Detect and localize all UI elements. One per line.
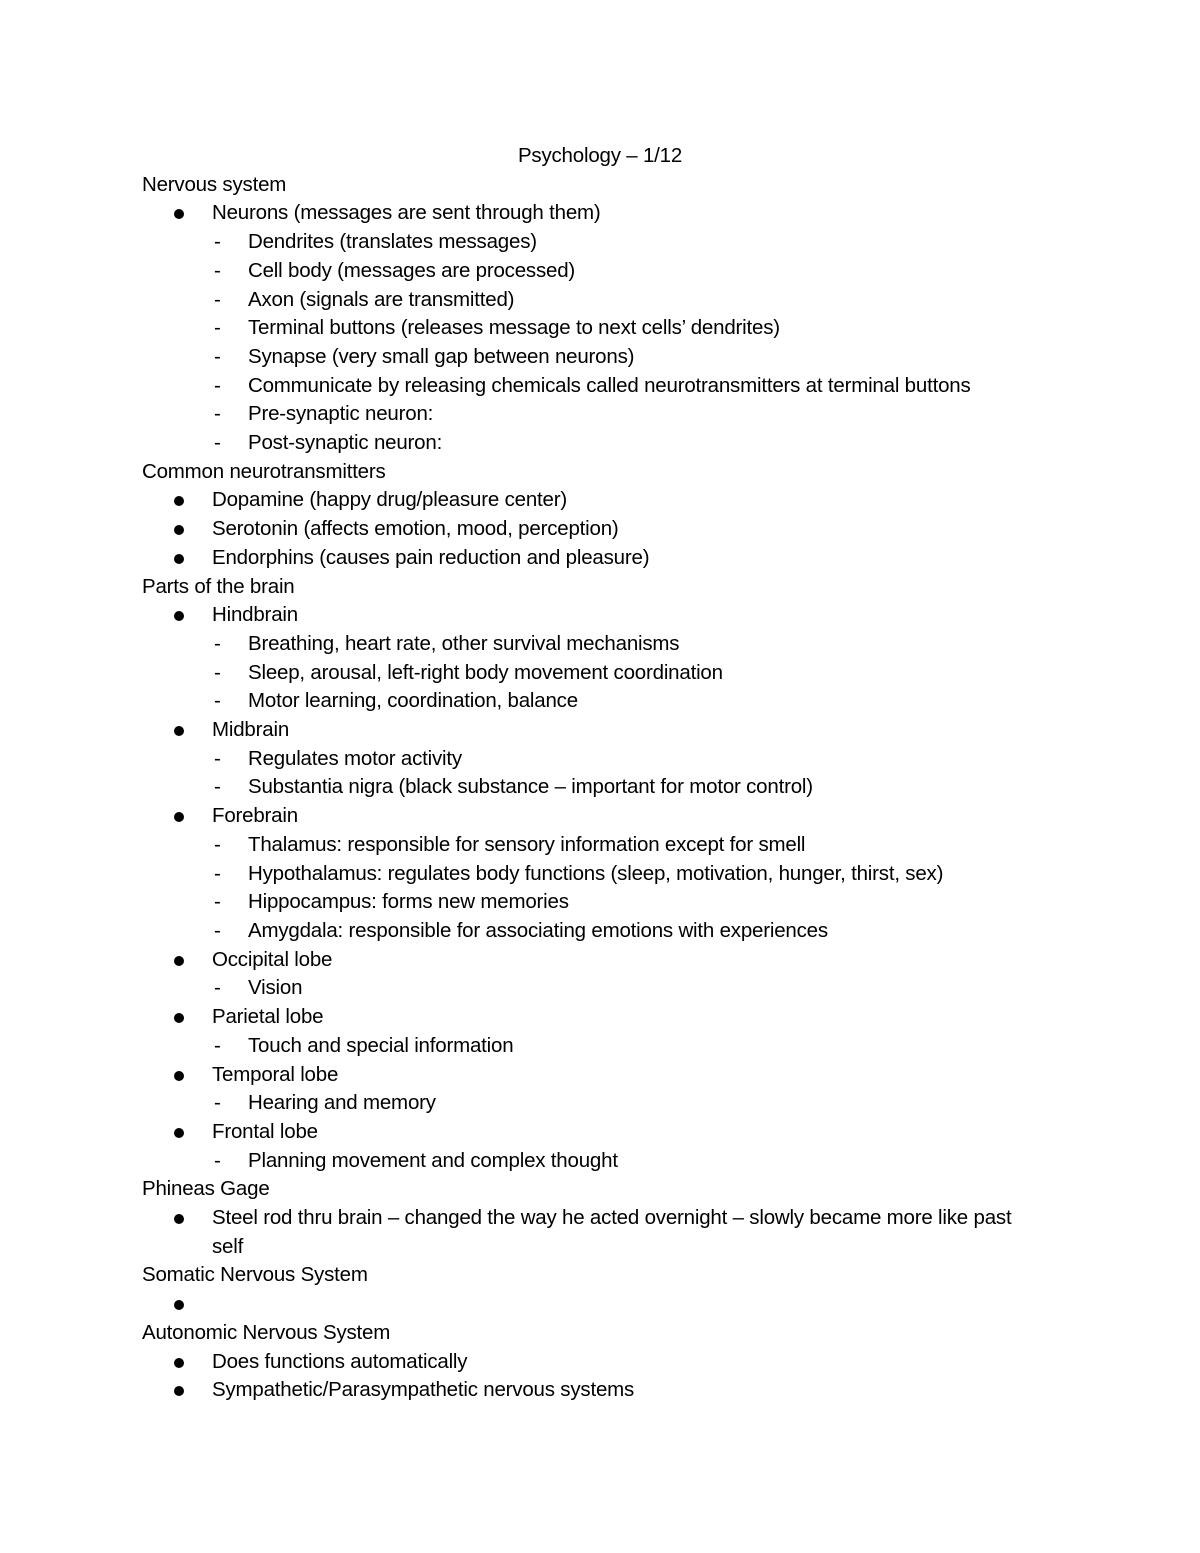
bullet-text: Parietal lobe (212, 1005, 324, 1029)
sub-item-text: Pre-synaptic neuron: (248, 402, 434, 426)
bullet-text: Endorphins (causes pain reduction and pleasure) (212, 545, 650, 569)
bullet-text: Occipital lobe (212, 947, 333, 971)
bullet-item (142, 1061, 1042, 1118)
sub-item-text: Substantia nigra (black substance – important for motor control) (248, 775, 813, 799)
sub-item-text: Breathing, heart rate, other survival mechanisms (248, 631, 680, 655)
dash-marker: - (214, 918, 221, 942)
sub-item (142, 286, 1042, 315)
sub-list (142, 630, 1042, 716)
bullet-list (142, 1348, 1042, 1405)
sub-list (142, 745, 1042, 802)
dash-marker: - (214, 832, 221, 856)
dash-marker: - (214, 775, 221, 799)
document-content (142, 142, 1042, 1405)
bullet-dot-icon (174, 1128, 184, 1138)
bullet-item (142, 1348, 1042, 1377)
sub-item (142, 1089, 1042, 1118)
bullet-dot-icon (174, 611, 184, 621)
bullet-dot-icon (174, 1071, 184, 1081)
section-heading: Phineas Gage (142, 1177, 270, 1201)
bullet-item (142, 946, 1042, 1003)
sub-item-text: Thalamus: responsible for sensory information except for smell (248, 832, 806, 856)
sub-item (142, 630, 1042, 659)
bullet-item (142, 515, 1042, 544)
bullet-dot-icon (174, 726, 184, 736)
sub-item-text: Sleep, arousal, left-right body movement coordination (248, 660, 723, 684)
bullet-dot-icon (174, 554, 184, 564)
sub-list (142, 1089, 1042, 1118)
bullet-dot-icon (174, 956, 184, 966)
bullet-item (142, 486, 1042, 515)
sub-item (142, 429, 1042, 458)
dash-marker: - (214, 689, 221, 713)
dash-marker: - (214, 976, 221, 1000)
sub-item (142, 343, 1042, 372)
bullet-item (142, 1003, 1042, 1060)
sub-item (142, 888, 1042, 917)
section-heading: Somatic Nervous System (142, 1263, 368, 1287)
sub-item (142, 1147, 1042, 1176)
dash-marker: - (214, 258, 221, 282)
dash-marker: - (214, 344, 221, 368)
sub-item (142, 314, 1042, 343)
dash-marker: - (214, 890, 221, 914)
bullet-dot-icon (174, 209, 184, 219)
sub-item (142, 400, 1042, 429)
bullet-text: Hindbrain (212, 603, 298, 627)
bullet-list (142, 1204, 1042, 1261)
sub-item-text: Planning movement and complex thought (248, 1148, 618, 1172)
sections-container (142, 171, 1042, 1405)
bullet-dot-icon (174, 812, 184, 822)
sub-item (142, 745, 1042, 774)
sub-item-text: Dendrites (translates messages) (248, 230, 537, 254)
bullet-text: Neurons (messages are sent through them) (212, 201, 601, 225)
sub-item (142, 974, 1042, 1003)
bullet-item (142, 199, 1042, 457)
dash-marker: - (214, 1091, 221, 1115)
sub-item (142, 773, 1042, 802)
sub-item-text: Regulates motor activity (248, 746, 462, 770)
bullet-item (142, 544, 1042, 573)
sub-list (142, 1147, 1042, 1176)
sub-item (142, 917, 1042, 946)
sub-item-text: Vision (248, 976, 303, 1000)
sub-list (142, 831, 1042, 946)
sub-item-text: Synapse (very small gap between neurons) (248, 344, 635, 368)
sub-item-text: Touch and special information (248, 1033, 514, 1057)
bullet-dot-icon (174, 1386, 184, 1396)
dash-marker: - (214, 230, 221, 254)
section-heading: Autonomic Nervous System (142, 1320, 391, 1344)
sub-item-text: Axon (signals are transmitted) (248, 287, 515, 311)
sub-item-text: Amygdala: responsible for associating emotions with experiences (248, 918, 828, 942)
sub-item (142, 831, 1042, 860)
dash-marker: - (214, 746, 221, 770)
bullet-text: Sympathetic/Parasympathetic nervous systems (212, 1378, 635, 1402)
sub-item-text: Hippocampus: forms new memories (248, 890, 569, 914)
bullet-text: Steel rod thru brain – changed the way he acted overnight – slowly became more like past self (212, 1206, 1012, 1258)
dash-marker: - (214, 316, 221, 340)
bullet-text: Forebrain (212, 804, 298, 828)
bullet-text: Midbrain (212, 718, 290, 742)
bullet-text (212, 1290, 1042, 1319)
bullet-item (142, 716, 1042, 802)
bullet-dot-icon (174, 1300, 184, 1310)
dash-marker: - (214, 1033, 221, 1057)
bullet-dot-icon (174, 1013, 184, 1023)
bullet-list (142, 199, 1042, 457)
section-heading: Parts of the brain (142, 574, 295, 598)
sub-list (142, 974, 1042, 1003)
bullet-text: Temporal lobe (212, 1062, 339, 1086)
dash-marker: - (214, 402, 221, 426)
bullet-item (142, 1118, 1042, 1175)
dash-marker: - (214, 431, 221, 455)
dash-marker: - (214, 660, 221, 684)
sub-item-text: Motor learning, coordination, balance (248, 689, 578, 713)
bullet-dot-icon (174, 1214, 184, 1224)
sub-list (142, 1032, 1042, 1061)
dash-marker: - (214, 631, 221, 655)
bullet-list (142, 1290, 1042, 1319)
sub-item-text: Post-synaptic neuron: (248, 431, 443, 455)
dash-marker: - (214, 287, 221, 311)
sub-item-text: Terminal buttons (releases message to next cells’ dendrites) (248, 316, 780, 340)
bullet-item (142, 1290, 1042, 1319)
bullet-list (142, 601, 1042, 1175)
bullet-text: Serotonin (affects emotion, mood, perception) (212, 517, 619, 541)
sub-item-text: Communicate by releasing chemicals called neurotransmitters at terminal buttons (248, 373, 971, 397)
sub-item (142, 372, 1042, 401)
bullet-text: Does functions automatically (212, 1349, 468, 1373)
bullet-dot-icon (174, 525, 184, 535)
bullet-text: Dopamine (happy drug/pleasure center) (212, 488, 567, 512)
dash-marker: - (214, 373, 221, 397)
bullet-item (142, 802, 1042, 946)
bullet-dot-icon (174, 496, 184, 506)
bullet-list (142, 486, 1042, 572)
dash-marker: - (214, 861, 221, 885)
sub-item (142, 228, 1042, 257)
sub-item-text: Hearing and memory (248, 1091, 436, 1115)
section-heading: Nervous system (142, 172, 287, 196)
bullet-text: Frontal lobe (212, 1119, 318, 1143)
sub-item (142, 1032, 1042, 1061)
page-title: Psychology – 1/12 (517, 144, 683, 167)
bullet-item (142, 601, 1042, 716)
sub-item (142, 257, 1042, 286)
bullet-item (142, 1204, 1042, 1261)
sub-list (142, 228, 1042, 458)
sub-item (142, 860, 1042, 889)
bullet-dot-icon (174, 1358, 184, 1368)
sub-item (142, 687, 1042, 716)
sub-item-text: Hypothalamus: regulates body functions (sleep, motivation, hunger, thirst, sex) (248, 861, 944, 885)
section-heading: Common neurotransmitters (142, 459, 386, 483)
sub-item-text: Cell body (messages are processed) (248, 258, 576, 282)
bullet-item (142, 1376, 1042, 1405)
sub-item (142, 659, 1042, 688)
dash-marker: - (214, 1148, 221, 1172)
